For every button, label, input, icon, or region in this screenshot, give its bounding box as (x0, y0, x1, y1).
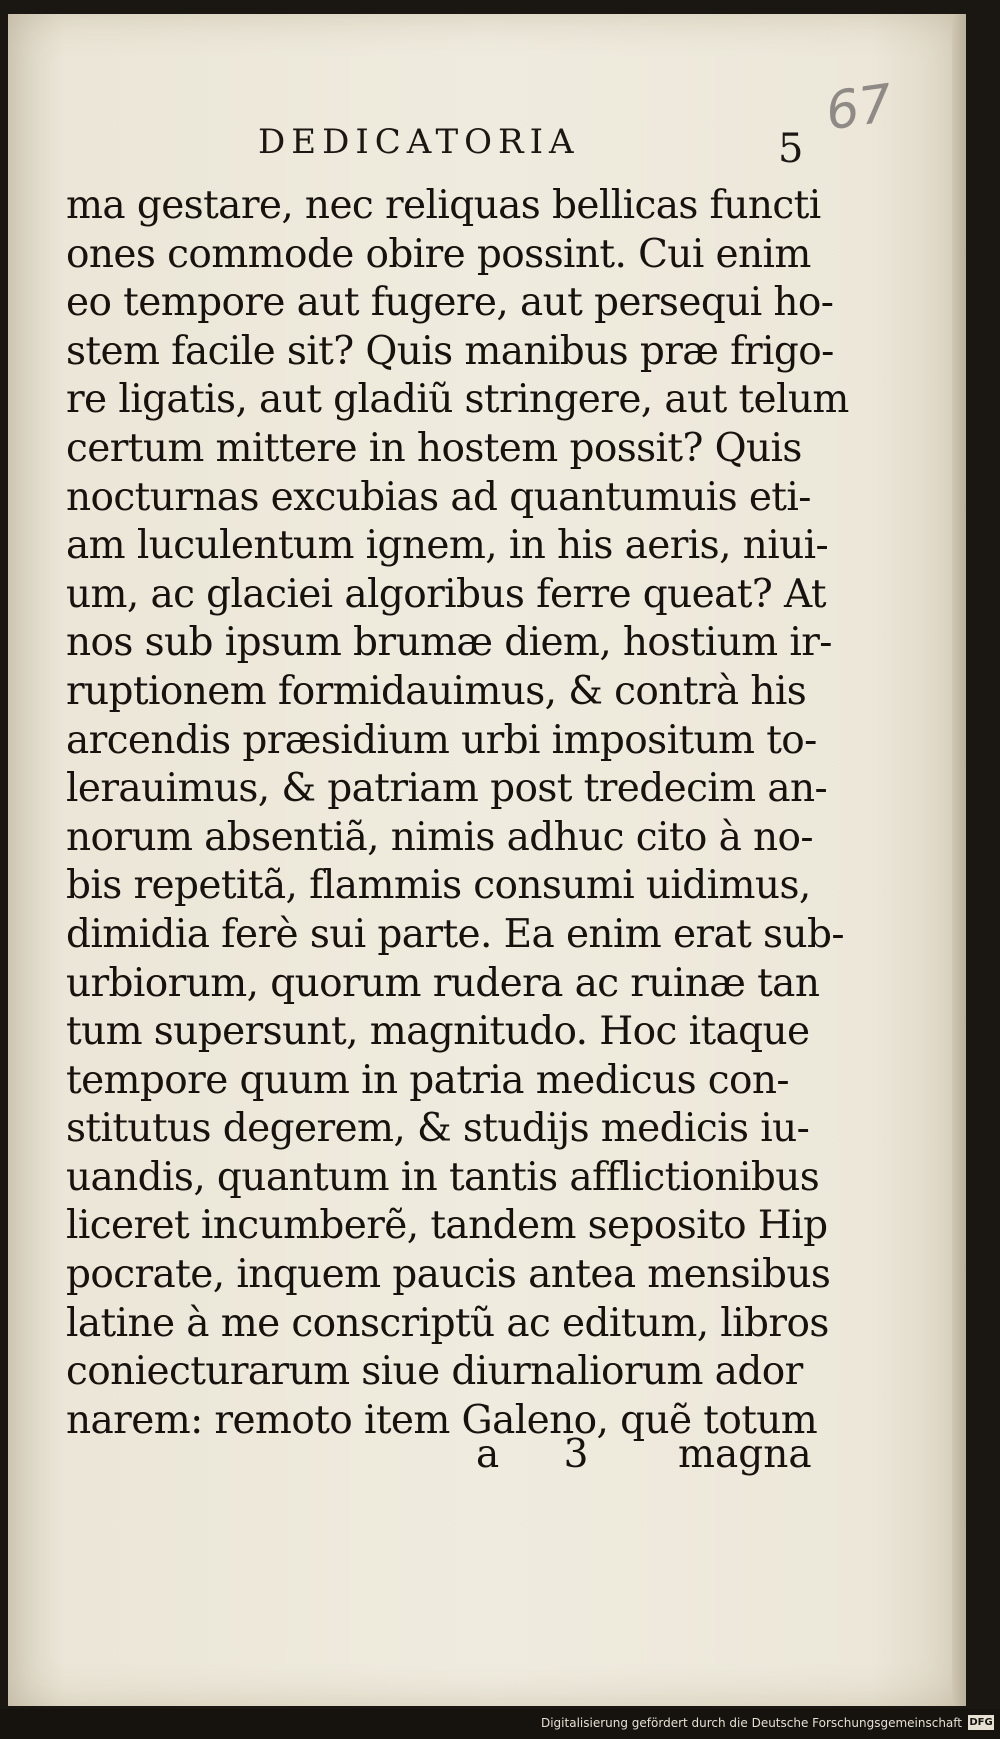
footer-credit: Digitalisierung gefördert durch die Deutsche Forschungsgemeinschaft (540, 1716, 962, 1730)
footer-bar (0, 1709, 1000, 1739)
text-line: nocturnas excubias ad quantumuis eti- (66, 474, 811, 520)
text-line: narem: remoto item Galeno, quẽ totum (66, 1397, 818, 1443)
text-line: norum absentiã, nimis adhuc cito à no- (66, 814, 813, 860)
text-line: liceret incumberẽ, tandem seposito Hip (66, 1203, 828, 1249)
text-line: urbiorum, quorum rudera ac ruinæ tan (66, 960, 820, 1006)
text-line: ones commode obire possint. Cui enim (66, 231, 811, 277)
page-foot (8, 1432, 966, 1488)
text-line: certum mittere in hostem possit? Quis (66, 425, 802, 471)
text-line: latine à me conscriptũ ac editum, libros (66, 1300, 829, 1346)
dfg-logo: DFG (969, 1717, 993, 1728)
text-line: um, ac glaciei algoribus ferre queat? At (66, 571, 826, 617)
text-line: lerauimus, & patriam post tredecim an- (66, 766, 828, 812)
text-line: pocrate, inquem paucis antea mensibus (66, 1252, 831, 1298)
text-line: dimidia ferè sui parte. Ea enim erat sub- (66, 911, 844, 957)
running-head (8, 122, 966, 182)
text-line: am luculentum ignem, in his aeris, niui- (66, 523, 829, 569)
text-line: ma gestare, nec reliquas bellicas functi (66, 183, 821, 228)
running-head-title: DEDICATORIA (258, 122, 580, 162)
pencil-annotation: 67 (822, 73, 897, 143)
text-line: tempore quum in patria medicus con- (66, 1057, 790, 1103)
text-line: coniecturarum siue diurnaliorum ador (66, 1349, 803, 1395)
page-number: 5 (778, 126, 804, 172)
text-line: nos sub ipsum brumæ diem, hostium ir- (66, 620, 832, 666)
text-line: bis repetitã, flammis consumi uidimus, (66, 863, 811, 909)
signature-mark: a 3 (476, 1432, 615, 1477)
text-line: eo tempore aut fugere, aut persequi ho- (66, 280, 834, 326)
text-line: arcendis præsidium urbi impositum to- (66, 717, 817, 763)
book-page (8, 14, 966, 1706)
text-line: re ligatis, aut gladiũ stringere, aut telum (66, 377, 849, 423)
text-line: stem facile sit? Quis manibus præ frigo- (66, 328, 834, 374)
text-line: uandis, quantum in tantis afflictionibus (66, 1154, 820, 1200)
text-line: stitutus degerem, & studijs medicis iu- (66, 1106, 810, 1152)
catchword: magna (678, 1432, 812, 1477)
body-text (66, 182, 849, 1445)
text-line: ruptionem formidauimus, & contrà his (66, 668, 807, 714)
text-line: tum supersunt, magnitudo. Hoc itaque (66, 1009, 810, 1055)
